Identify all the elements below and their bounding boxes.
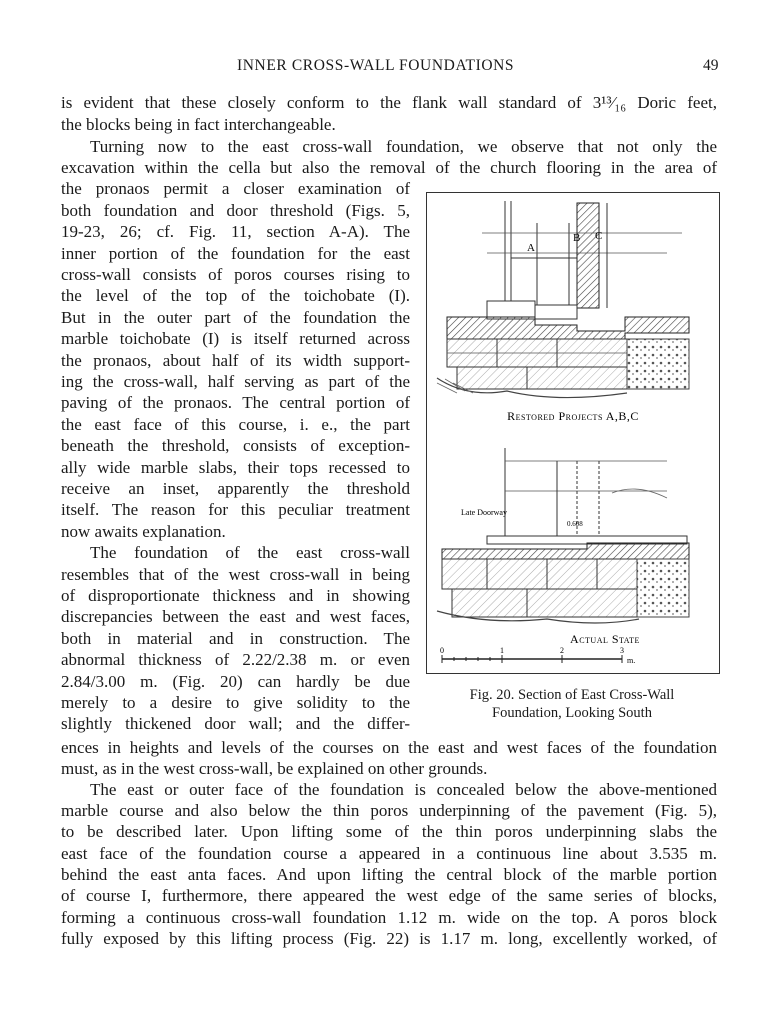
restored-label: Restored Projects A,B,C bbox=[507, 409, 639, 423]
text-line: forming a continuous cross-wall foundation 1.12 m. wide on the top. A poros block bbox=[61, 908, 717, 927]
text-line: marble toichobate (I) is itself returned across bbox=[61, 329, 410, 348]
dimension-label: 0.608 bbox=[567, 520, 583, 528]
text-line: east face of the foundation course a appeared in a continuous line about 3.535 m. bbox=[61, 844, 717, 863]
text-line: merely to a desire to give solidity to the bbox=[61, 693, 410, 712]
late-doorway-label: Late Doorway bbox=[461, 508, 507, 517]
text-line: the east face of this course, i. e., the part bbox=[61, 415, 410, 434]
text-line: abnormal thickness of 2.22/2.38 m. or even bbox=[61, 650, 410, 669]
scale-tick-0: 0 bbox=[440, 646, 444, 655]
figure-20 bbox=[426, 192, 720, 674]
text-line: Turning now to the east cross-wall foundation, we observe that not only the bbox=[90, 137, 717, 156]
text-line: paving of the pronaos. The central portion of bbox=[61, 393, 410, 412]
text-line: of course I, furthermore, there appeared the west edge of the same series of blocks, bbox=[61, 886, 717, 905]
text-line: of disproportionate thickness and in showing bbox=[61, 586, 410, 605]
marble-course-actual bbox=[442, 543, 689, 559]
label-a: A bbox=[527, 242, 535, 254]
figure-caption bbox=[426, 686, 718, 722]
text-line: receive an inset, apparently the threshold bbox=[61, 479, 410, 498]
rubble-fill bbox=[627, 339, 689, 389]
scale-bar bbox=[440, 646, 635, 665]
label-b: B bbox=[573, 232, 581, 244]
text-line: itself. The reason for this peculiar treatment bbox=[61, 500, 410, 519]
text-line: 2.84/3.00 m. (Fig. 20) can hardly be due bbox=[61, 672, 410, 691]
text-line: the pronaos, about half of its width support- bbox=[61, 351, 410, 370]
running-head bbox=[0, 57, 777, 79]
running-title: INNER CROSS-WALL FOUNDATIONS bbox=[237, 57, 515, 74]
marble-course bbox=[447, 317, 689, 339]
text-line: 19-23, 26; cf. Fig. 11, section A-A). The bbox=[61, 222, 410, 241]
text-line: the blocks being in fact interchangeable. bbox=[61, 115, 336, 134]
text-line: cross-wall consists of poros courses rising to bbox=[61, 265, 410, 284]
actual-label: Actual State bbox=[570, 632, 640, 646]
text-line: now awaits explanation. bbox=[61, 522, 226, 541]
text-line: the pronaos permit a closer examination of bbox=[61, 179, 410, 198]
text-line: slightly thickened door wall; and the differ- bbox=[61, 714, 410, 733]
text-line: both foundation and door threshold (Figs. 5, bbox=[61, 201, 410, 220]
text-line: The east or outer face of the foundation is concealed below the above-mentioned bbox=[90, 780, 717, 799]
restored-drawing bbox=[437, 201, 689, 398]
section-drawing bbox=[427, 193, 719, 673]
text-line: ences in heights and levels of the courses on the east and west faces of the foundation bbox=[61, 738, 717, 757]
text-line: ally wide marble slabs, their tops recessed to bbox=[61, 458, 410, 477]
text-line: But in the outer part of the foundation the bbox=[61, 308, 410, 327]
scale-tick-2: 2 bbox=[560, 646, 564, 655]
text-line: both in material and in construction. The bbox=[61, 629, 410, 648]
scale-tick-3: 3 bbox=[620, 646, 624, 655]
text-line: behind the east anta faces. And upon lifting the central block of the marble portion bbox=[61, 865, 717, 884]
caption-line: Fig. 20. Section of East Cross-Wall bbox=[469, 687, 675, 703]
text-line: inner portion of the foundation for the east bbox=[61, 244, 410, 263]
page-number: 49 bbox=[703, 57, 719, 74]
scale-tick-1: 1 bbox=[500, 646, 504, 655]
label-c: C bbox=[595, 230, 603, 242]
text-line: ing the cross-wall, half serving as part of the bbox=[61, 372, 410, 391]
text-line: marble course and also below the thin poros underpinning of the pavement (Fig. 5), bbox=[61, 801, 717, 820]
actual-drawing bbox=[437, 448, 689, 623]
door-wall-section bbox=[577, 203, 599, 308]
text-line: is evident that these closely conform to the flank wall standard of 3¹³⁄₁₆ Doric feet, bbox=[61, 93, 717, 112]
text-line: The foundation of the east cross-wall bbox=[90, 543, 410, 562]
text-line: to be described later. Upon lifting some of the thin poros underpinning slabs the bbox=[61, 822, 717, 841]
text-line: beneath the threshold, consists of exception- bbox=[61, 436, 410, 455]
text-line: resembles that of the west cross-wall in being bbox=[61, 565, 410, 584]
text-line: must, as in the west cross-wall, be explained on other grounds. bbox=[61, 759, 488, 778]
text-line: discrepancies between the east and west faces, bbox=[61, 607, 410, 626]
scale-unit: m. bbox=[627, 656, 636, 665]
text-line: excavation within the cella but also the removal of the church flooring in the area of bbox=[61, 158, 717, 177]
caption-line: Foundation, Looking South bbox=[492, 705, 652, 721]
text-line: the level of the top of the toichobate (I). bbox=[61, 286, 410, 305]
text-line: fully exposed by this lifting process (Fig. 22) is 1.17 m. long, excellently worked, of bbox=[61, 929, 717, 948]
